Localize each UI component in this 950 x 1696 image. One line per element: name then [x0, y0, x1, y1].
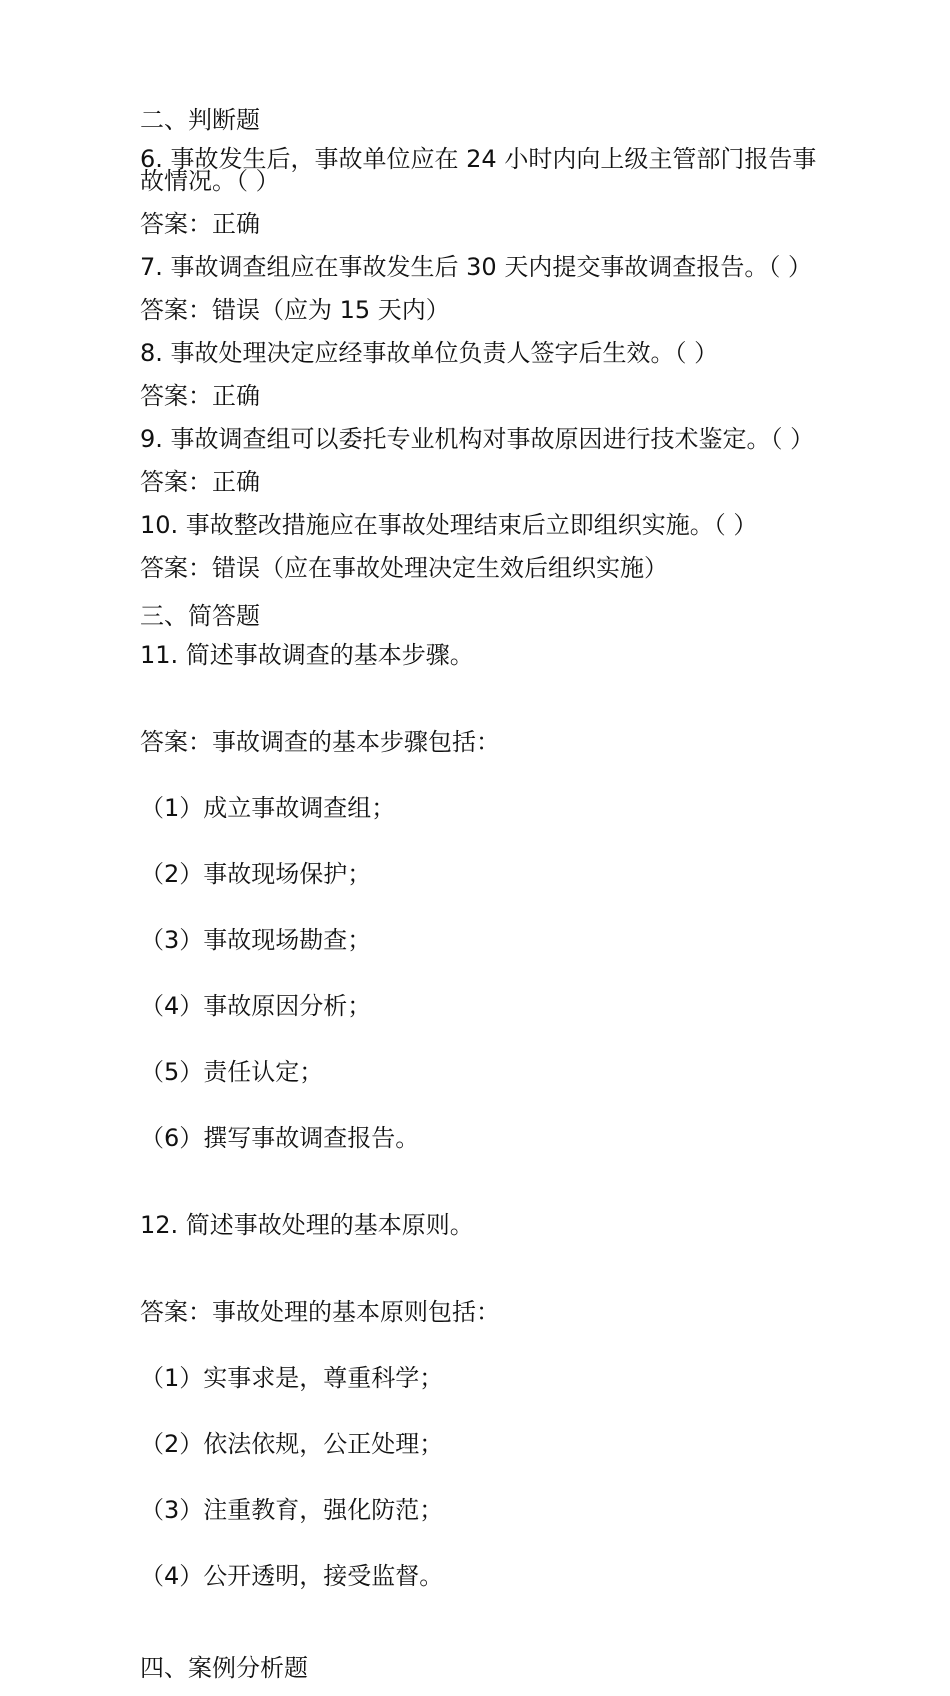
answer-12-line: （3）注重教育，强化防范； [140, 1496, 444, 1524]
answer-11-line: （1）成立事故调查组； [140, 794, 396, 822]
answer-11-line: （5）责任认定； [140, 1058, 324, 1086]
question-12: 12. 简述事故处理的基本原则。 [140, 1211, 474, 1239]
question-11: 11. 简述事故调查的基本步骤。 [140, 641, 474, 669]
answer-12-line: （4）公开透明，接受监督。 [140, 1562, 444, 1590]
answer-7: 答案：错误（应为 15 天内） [140, 296, 450, 324]
answer-11 [140, 687, 820, 1193]
question-8: 8. 事故处理决定应经事故单位负责人签字后生效。（ ） [140, 339, 719, 367]
answer-12-line: （2）依法依规，公正处理； [140, 1430, 444, 1458]
answer-12-line: （1）实事求是，尊重科学； [140, 1364, 444, 1392]
answer-8: 答案：正确 [140, 382, 260, 410]
answer-10: 答案：错误（应在事故处理决定生效后组织实施） [140, 554, 668, 582]
answer-11-line: 答案：事故调查的基本步骤包括： [140, 728, 500, 756]
question-9: 9. 事故调查组可以委托专业机构对事故原因进行技术鉴定。（ ） [140, 425, 815, 453]
section-title-case: 四、案例分析题 [140, 1654, 308, 1682]
answer-11-line: （6）撰写事故调查报告。 [140, 1124, 420, 1152]
answer-9: 答案：正确 [140, 468, 260, 496]
answer-11-line: （4）事故原因分析； [140, 992, 372, 1020]
answer-6: 答案：正确 [140, 210, 260, 238]
answer-12 [140, 1257, 820, 1631]
section-title-judgment: 二、判断题 [140, 106, 260, 134]
answer-11-line: （2）事故现场保护； [140, 860, 372, 888]
question-6: 6. 事故发生后，事故单位应在 24 小时内向上级主管部门报告事故情况。（ ） [140, 145, 817, 195]
question-10: 10. 事故整改措施应在事故处理结束后立即组织实施。（ ） [140, 511, 758, 539]
answer-11-line: （3）事故现场勘查； [140, 926, 372, 954]
document-page [140, 104, 820, 1696]
question-7: 7. 事故调查组应在事故发生后 30 天内提交事故调查报告。（ ） [140, 253, 812, 281]
section-title-short-answer: 三、简答题 [140, 602, 260, 630]
answer-12-line: 答案：事故处理的基本原则包括： [140, 1298, 500, 1326]
